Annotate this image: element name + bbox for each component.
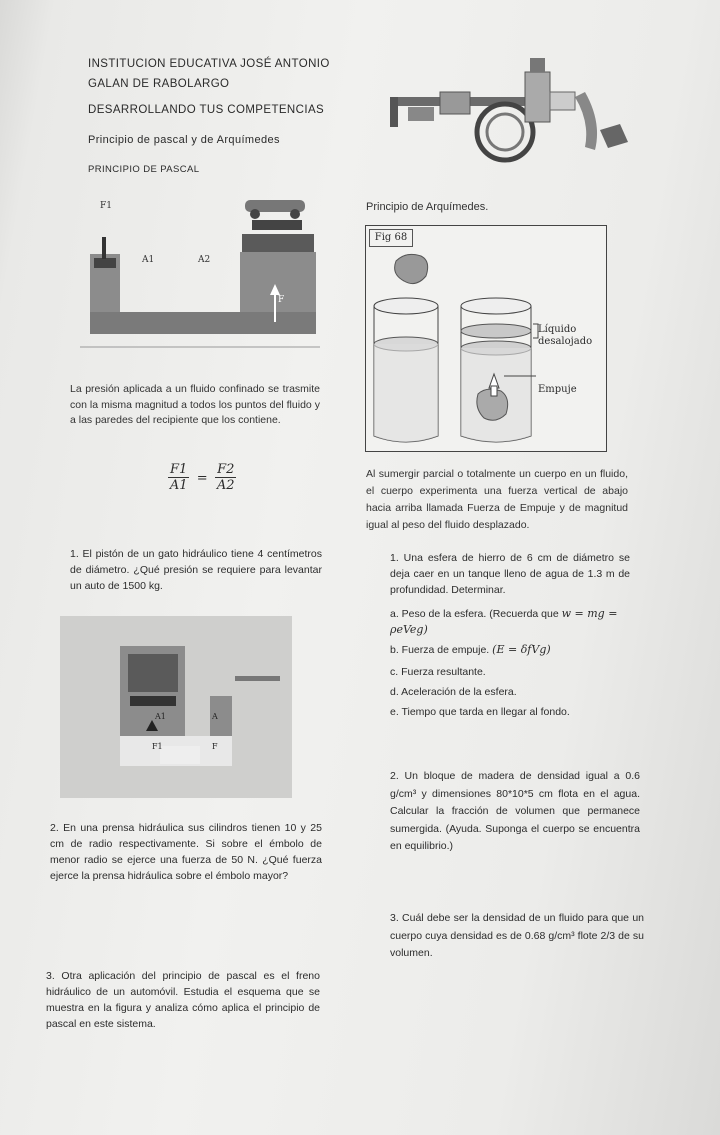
jack-label-a1: A1 (155, 712, 166, 721)
right-q3: 3. Cuál debe ser la densidad de un fluido para que un cuerpo cuya densidad es de 0.68 g/cm³ flote 2/3 de su volumen. (390, 912, 644, 959)
arquimedes-description: Al sumergir parcial o totalmente un cuerpo en un fluido, el cuerpo experimenta una fuerza vertical de abajo hacia arriba llamada Fuerza de Empuje y de magnitud igual al peso del fluido desplazado. (366, 468, 628, 531)
label-empuje: Empuje (538, 384, 577, 395)
formula-f2: F2 (217, 462, 235, 477)
institution-line2: GALAN DE RABOLARGO (88, 78, 230, 90)
label-liquido (538, 324, 592, 348)
topic-title: PRINCIPIO DE PASCAL (88, 164, 200, 175)
subject-title: Principio de pascal y de Arquímedes (88, 134, 280, 146)
right-q1-e: e. Tiempo que tarda en llegar al fondo. (390, 706, 570, 718)
right-q2: 2. Un bloque de madera de densidad igual a 0.6 g/cm³ y dimensiones 80*10*5 cm flota en el agua. Calcular la fracción de volumen que permanece sumergida. (Ayuda. Suponga el cuerpo se encuentra en equilibrio.) (390, 770, 640, 852)
q1-a-formula: w = mg = ρeVeg) (390, 607, 618, 636)
pascal-fig-f2: F (278, 295, 285, 305)
pascal-description: La presión aplicada a un fluido confinado se trasmite con la misma magnitud a todos los puntos del fluido y a las paredes del recipiente que los contiene. (70, 383, 320, 426)
jack-label-f2: F (212, 742, 218, 751)
q1-b-formula: (E = δfVg) (492, 643, 551, 656)
q1-b-text: b. Fuerza de empuje. (390, 644, 490, 656)
arquimedes-title: Principio de Arquímedes. (366, 201, 489, 213)
right-q1-intro: 1. Una esfera de hierro de 6 cm de diámetro se deja caer en un tanque lleno de agua de 1.3 m de profundidad. Determinar. (390, 552, 630, 596)
label-liquido-line1: Líquido (538, 324, 577, 335)
jack-label-a2: A (212, 712, 218, 721)
pascal-fig-f1: F1 (100, 201, 112, 211)
hydraulic-jack-figure (60, 616, 292, 798)
left-q1: 1. El pistón de un gato hidráulico tiene 4 centímetros de diámetro. ¿Qué presión se requiere para levantar un auto de 1500 kg. (70, 548, 322, 592)
fig-tag: Fig 68 (369, 229, 413, 247)
pascal-fig-a2: A2 (198, 255, 211, 265)
formula-a1: A1 (169, 478, 188, 493)
institution-line1: INSTITUCION EDUCATIVA JOSÉ ANTONIO (88, 58, 330, 70)
right-q1-c: c. Fuerza resultante. (390, 666, 486, 678)
pascal-fig-a1: A1 (142, 255, 155, 265)
section-title: DESARROLLANDO TUS COMPETENCIAS (88, 104, 325, 116)
right-q1-a (390, 606, 630, 638)
brake-system-figure (380, 52, 630, 187)
q1-a-text: a. Peso de la esfera. (Recuerda que (390, 608, 559, 620)
pascal-formula: $\frac{F1}{A1}$ = $\frac{F2}{A2}$ (169, 462, 235, 493)
formula-a2: A2 (216, 478, 235, 493)
jack-label-f1: F1 (152, 742, 163, 751)
arquimedes-figure (365, 225, 607, 452)
pascal-press-figure (80, 192, 325, 357)
right-q1-d: d. Aceleración de la esfera. (390, 686, 517, 698)
label-liquido-line2: desalojado (538, 336, 593, 347)
formula-f1: F1 (170, 462, 188, 477)
right-q1-b (390, 642, 630, 658)
left-q2: 2. En una prensa hidráulica sus cilindros tienen 10 y 25 cm de radio respectivamente. Si sobre el émbolo de menor radio se ejerce una fuerza de 50 N. ¿Qué fuerza ejerce la prensa hidráulica sobre el émbolo mayor? (50, 822, 322, 882)
left-q3: 3. Otra aplicación del principio de pascal es el freno hidráulico de un automóvil. Estudia el esquema que se muestra en la figura y analiza cómo aplica el principio de pascal en este sistema. (46, 970, 320, 1030)
